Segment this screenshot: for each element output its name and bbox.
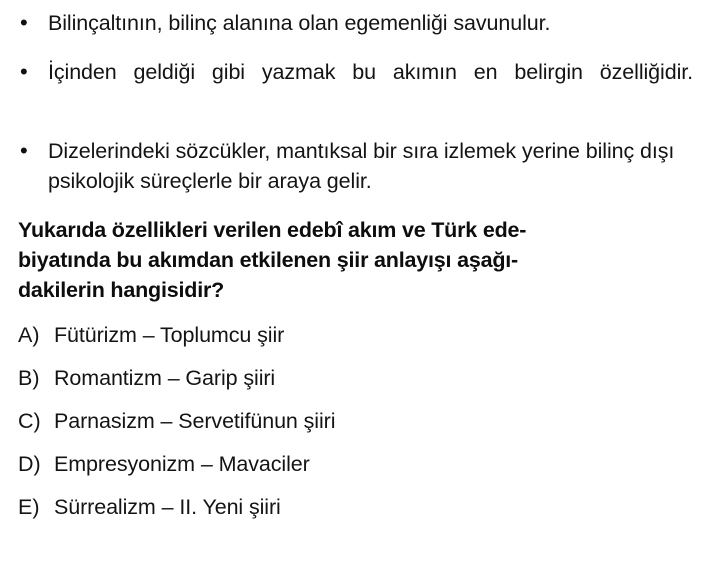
- question-stem-line: Yukarıda özellikleri verilen edebî akım ve Türk ede-: [18, 218, 527, 242]
- answer-options: [14, 321, 693, 522]
- option-label: Parnasizm – Servetifünun şiiri: [54, 409, 336, 433]
- option-letter: B): [18, 366, 40, 390]
- option-label: Empresyonizm – Mavaciler: [54, 452, 310, 476]
- question-stem-line: biyatında bu akımdan etkilenen şiir anlayışı aşağı-: [18, 248, 519, 272]
- list-item: [14, 8, 693, 38]
- option-label: Romantizm – Garip şiiri: [54, 366, 276, 390]
- bullet-text: İçinden geldiği gibi yazmak bu akımın en belirgin özelliğidir.: [48, 60, 693, 84]
- option-letter: D): [18, 452, 41, 476]
- list-item: [14, 57, 693, 117]
- option-d[interactable]: [14, 450, 693, 479]
- option-e[interactable]: [14, 493, 693, 522]
- question-stem-line: dakilerin hangisidir?: [18, 278, 225, 302]
- option-label: Sürrealizm – II. Yeni şiiri: [54, 495, 281, 519]
- bullet-text: Bilinçaltının, bilinç alanına olan egemenliği savunulur.: [48, 11, 551, 35]
- option-label: Fütürizm – Toplumcu şiir: [54, 323, 285, 347]
- option-a[interactable]: [14, 321, 693, 350]
- option-b[interactable]: [14, 364, 693, 393]
- option-letter: E): [18, 495, 40, 519]
- list-item: [14, 136, 693, 196]
- bullet-list: [14, 8, 693, 196]
- option-letter: A): [18, 323, 40, 347]
- bullet-icon: •: [20, 59, 28, 84]
- bullet-text: Dizelerindeki sözcükler, mantıksal bir sıra izlemek yerine bilinç dışı psikolojik süreçlerle bir araya gelir.: [48, 139, 675, 193]
- bullet-icon: •: [20, 138, 28, 163]
- option-letter: C): [18, 409, 41, 433]
- bullet-icon: •: [20, 10, 28, 35]
- option-c[interactable]: [14, 407, 693, 436]
- question-stem: [14, 215, 693, 305]
